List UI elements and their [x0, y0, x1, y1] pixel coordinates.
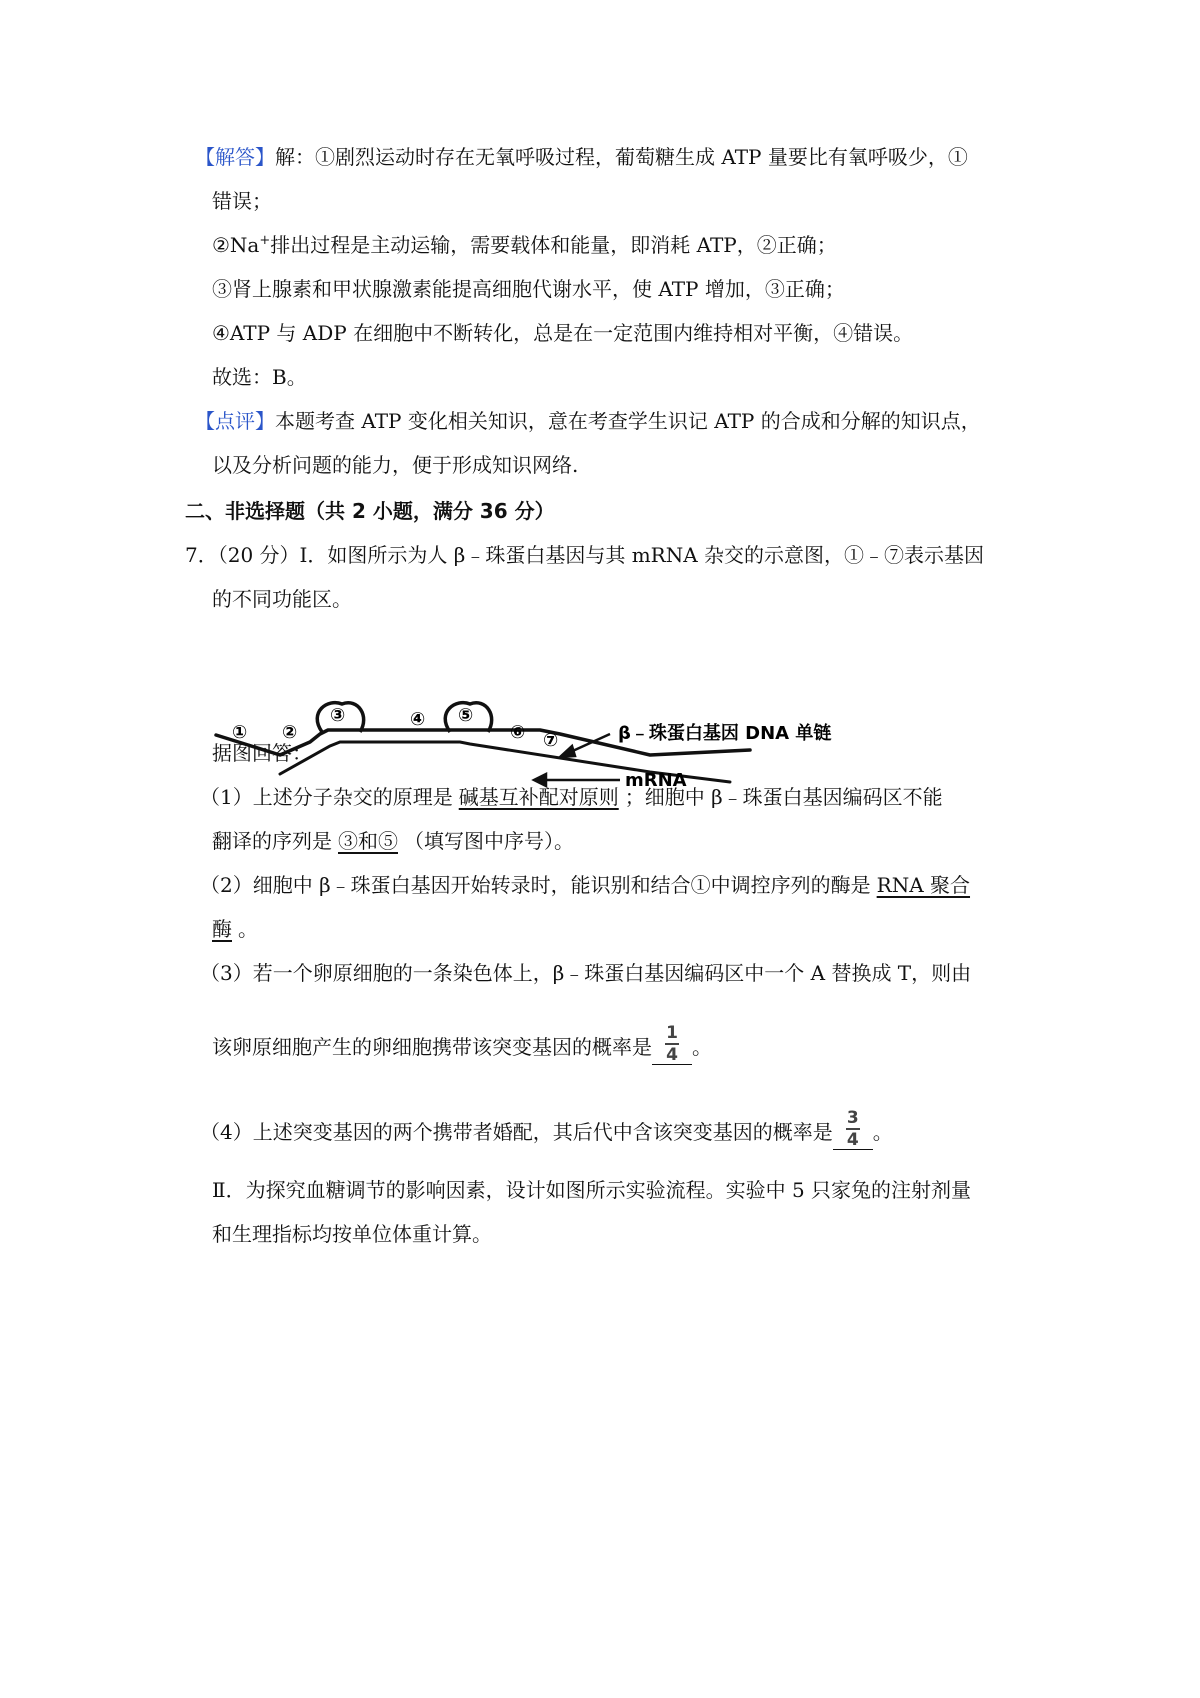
part-1-line-2 [212, 827, 574, 855]
solution-line-3 [212, 231, 837, 259]
part-1-text-b: ；细胞中 β﹣珠蛋白基因编码区不能 [624, 785, 943, 809]
part-2-line-2 [212, 915, 258, 943]
part-3-end: 。 [692, 1035, 712, 1059]
question-7-line-2: 的不同功能区。 [212, 587, 352, 611]
part-2-text-b: 。 [238, 917, 258, 941]
part-1-answer-2: ③和⑤ [338, 829, 398, 853]
mrna-label: mRNA [625, 770, 687, 791]
part-4-end: 。 [872, 1120, 893, 1144]
region-1-label: ① [232, 722, 248, 743]
solution-text-3a: ②Na [212, 233, 260, 257]
solution-text-3b: 排出过程是主动运输，需要载体和能量，即消耗 ATP，②正确； [270, 233, 837, 257]
part-3-line-1: （3）若一个卵原细胞的一条染色体上，β﹣珠蛋白基因编码区中一个 A 替换成 T，则由 [200, 961, 972, 985]
part-4-denominator: 4 [846, 1130, 859, 1150]
region-7-label: ⑦ [543, 730, 559, 751]
part-4-text: （4）上述突变基因的两个携带者婚配，其后代中含该突变基因的概率是 [200, 1120, 833, 1144]
answer-prompt: 据图回答： [212, 741, 312, 765]
dna-strand-label: β﹣珠蛋白基因 DNA 单链 [618, 723, 832, 744]
part-1-line-1 [200, 783, 943, 811]
solution-line-1 [195, 143, 968, 171]
part-1-text-d: （填写图中序号）。 [404, 829, 574, 853]
part-4-fraction [833, 1109, 873, 1150]
region-2-label: ② [282, 722, 298, 743]
part-1-answer: 碱基互补配对原则 [458, 785, 619, 809]
part-3-numerator: 1 [666, 1023, 678, 1043]
solution-line-6: 故选：B。 [212, 365, 307, 389]
comment-line-2: 以及分析问题的能力，便于形成知识网络. [212, 453, 579, 477]
region-5-label: ⑤ [458, 705, 474, 726]
region-4-label: ④ [410, 709, 426, 730]
part-3-text: 该卵原细胞产生的卵细胞携带该突变基因的概率是 [212, 1035, 652, 1059]
part-4-numerator: 3 [846, 1108, 859, 1128]
question-7-line-1: 7．（20 分）Ⅰ．如图所示为人 β﹣珠蛋白基因与其 mRNA 杂交的示意图，①﹣⑦表示基因 [185, 543, 985, 567]
part-1-text-a: （1）上述分子杂交的原理是 [200, 785, 453, 809]
part-3-line-2 [212, 1023, 712, 1069]
solution-tag: 【解答】 [195, 145, 275, 169]
part-3-denominator: 4 [666, 1045, 678, 1065]
section-heading: 二、非选择题（共 2 小题，满分 36 分） [185, 499, 555, 523]
region-3-label: ③ [330, 705, 346, 726]
comment-text-1: 本题考查 ATP 变化相关知识，意在考查学生识记 ATP 的合成和分解的知识点， [275, 409, 981, 433]
solution-line-5: ④ATP 与 ADP 在细胞中不断转化，总是在一定范围内维持相对平衡，④错误。 [212, 321, 914, 345]
part-1-text-c: 翻译的序列是 [212, 829, 332, 853]
superscript-plus: + [259, 233, 271, 248]
part-4-line [200, 1108, 893, 1154]
part-2-answer-b: 酶 [212, 917, 232, 941]
part-2-answer-a: RNA 聚合 [876, 873, 971, 897]
part-ii-line-1: Ⅱ．为探究血糖调节的影响因素，设计如图所示实验流程。实验中 5 只家兔的注射剂量 [212, 1178, 972, 1202]
solution-text-1: 解：①剧烈运动时存在无氧呼吸过程，葡萄糖生成 ATP 量要比有氧呼吸少，① [275, 145, 968, 169]
solution-line-2: 错误； [212, 189, 272, 213]
part-2-line-1 [200, 871, 976, 899]
part-3-fraction [652, 1024, 692, 1065]
solution-line-4: ③肾上腺素和甲状腺激素能提高细胞代谢水平，使 ATP 增加，③正确； [212, 277, 845, 301]
comment-tag: 【点评】 [195, 409, 275, 433]
part-ii-line-2: 和生理指标均按单位体重计算。 [212, 1222, 492, 1246]
region-6-label: ⑥ [510, 722, 526, 743]
comment-line-1 [195, 407, 981, 435]
part-2-text-a: （2）细胞中 β﹣珠蛋白基因开始转录时，能识别和结合①中调控序列的酶是 [200, 873, 871, 897]
